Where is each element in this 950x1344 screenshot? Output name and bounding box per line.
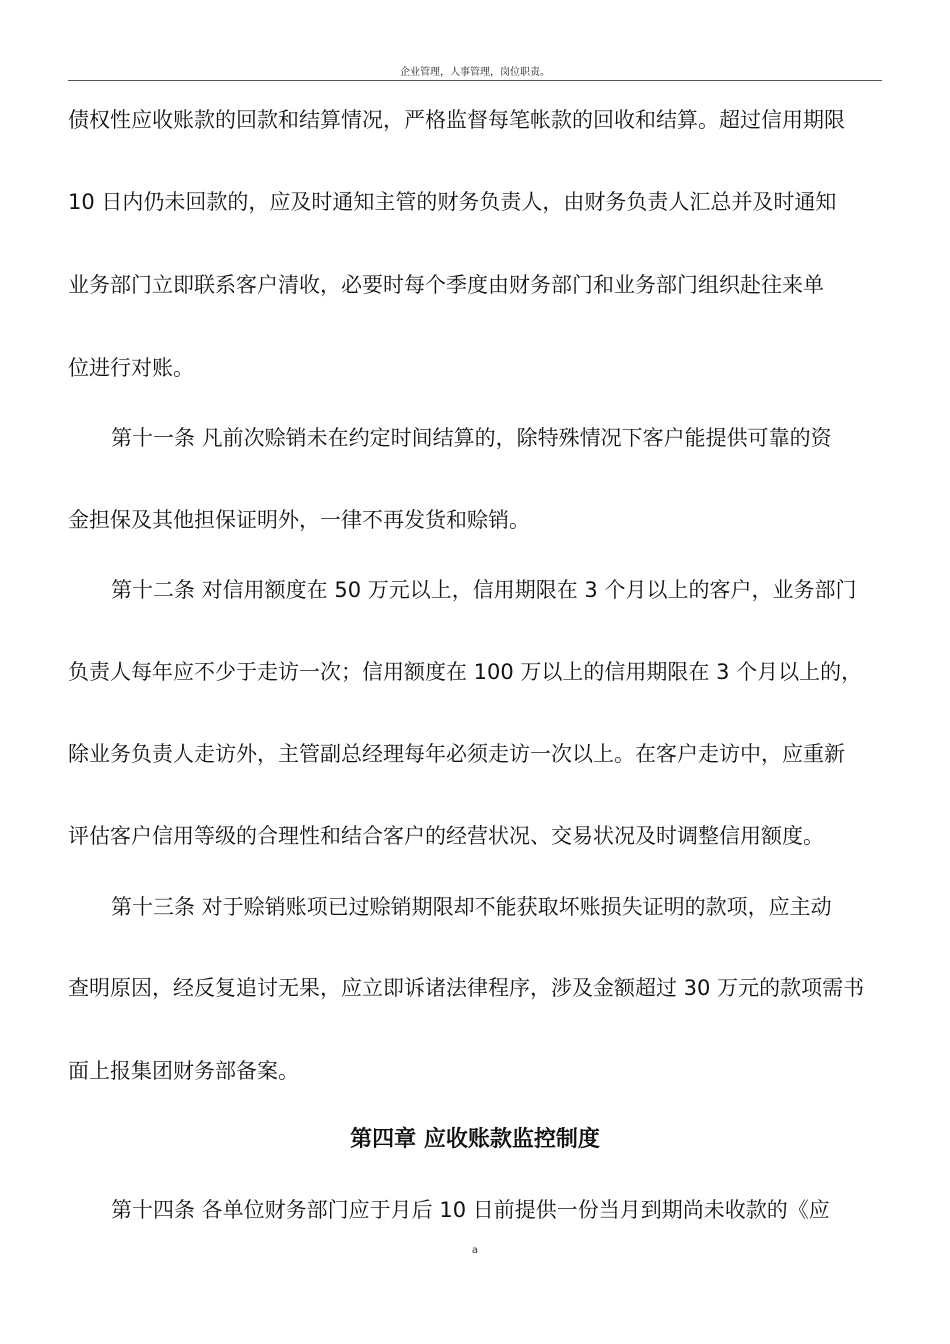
article-14-line: 第十四条 各单位财务部门应于月后 10 日前提供一份当月到期尚未收款的《应 <box>111 1198 830 1222</box>
header-text: 企业管理，人事管理，岗位职责。 <box>400 67 550 78</box>
paragraph-line: 位进行对账。 <box>68 356 194 380</box>
paragraph-line: 评估客户信用等级的合理性和结合客户的经营状况、交易状况及时调整信用额度。 <box>68 824 824 848</box>
chapter-title: 第四章 应收账款监控制度 <box>350 1127 600 1152</box>
article-13-line: 第十三条 对于赊销账项已过赊销期限却不能获取坏账损失证明的款项，应主动 <box>111 895 832 919</box>
paragraph-line: 10 日内仍未回款的，应及时通知主管的财务负责人，由财务负责人汇总并及时通知 <box>68 190 837 214</box>
paragraph-line: 负责人每年应不少于走访一次；信用额度在 100 万以上的信用期限在 3 个月以上的， <box>68 660 863 684</box>
page-footer-mark: a <box>471 1245 479 1256</box>
paragraph-line: 金担保及其他担保证明外，一律不再发货和赊销。 <box>68 508 530 532</box>
article-11-line: 第十一条 凡前次赊销未在约定时间结算的，除特殊情况下客户能提供可靠的资 <box>111 426 832 450</box>
paragraph-line: 债权性应收账款的回款和结算情况，严格监督每笔帐款的回收和结算。超过信用期限 <box>68 108 845 132</box>
paragraph-line: 除业务负责人走访外，主管副总经理每年必须走访一次以上。在客户走访中，应重新 <box>68 742 845 766</box>
header-rule <box>68 80 882 81</box>
paragraph-line: 查明原因，经反复追讨无果，应立即诉诸法律程序，涉及金额超过 30 万元的款项需书 <box>68 976 865 1000</box>
article-12-line: 第十二条 对信用额度在 50 万元以上，信用期限在 3 个月以上的客户，业务部门 <box>111 578 857 602</box>
paragraph-line: 面上报集团财务部备案。 <box>68 1059 299 1083</box>
paragraph-line: 业务部门立即联系客户清收，必要时每个季度由财务部门和业务部门组织赴往来单 <box>68 273 824 297</box>
